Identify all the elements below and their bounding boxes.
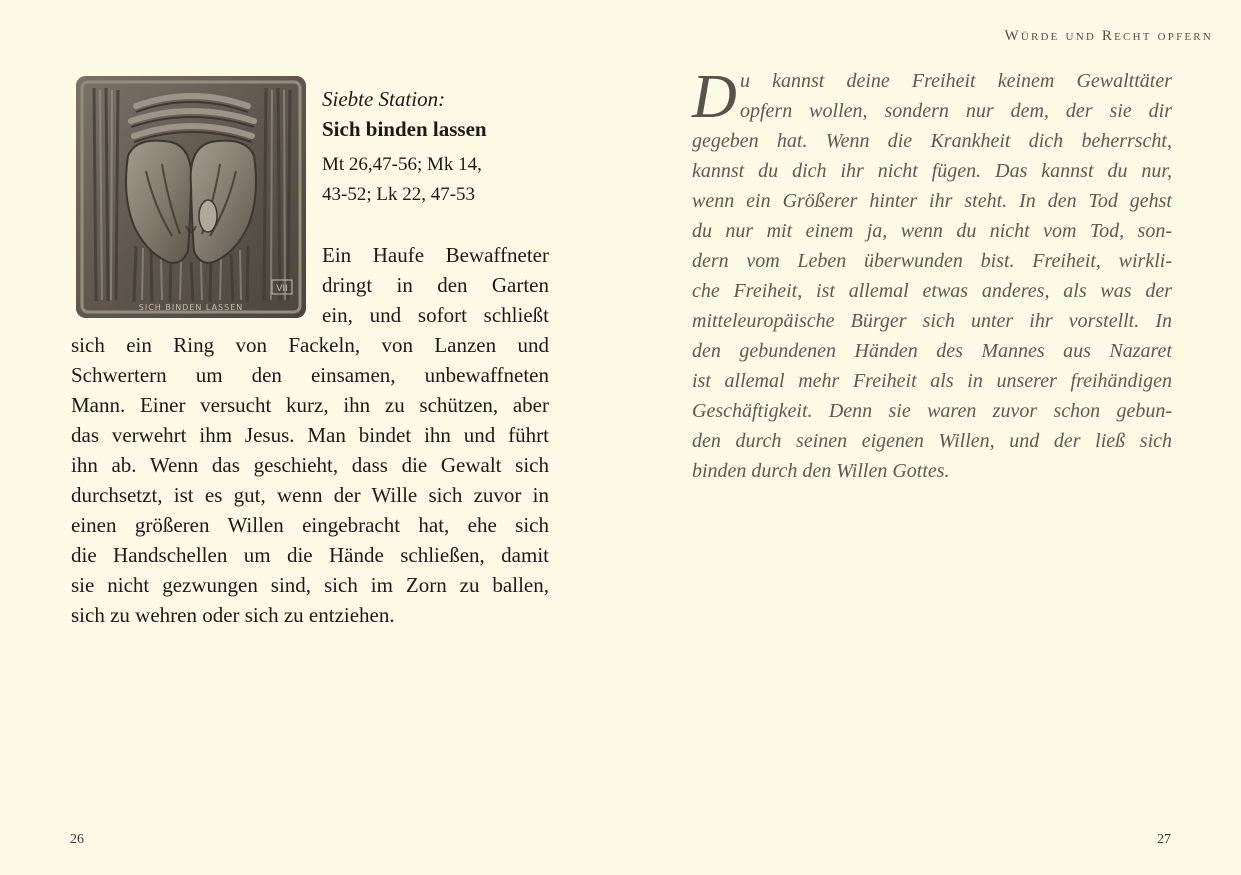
text-line: Mann. Einer versucht kurz, ihn zu schützen, aber xyxy=(71,393,549,417)
text-line: opfern wollen, sondern nur dem, der sie dir xyxy=(740,100,1172,122)
text-line: ein, und sofort schließt xyxy=(322,303,549,327)
station-label: Siebte Station: xyxy=(322,87,446,111)
text-line: das verwehrt ihm Jesus. Man bindet ihn und führt xyxy=(71,423,549,447)
drop-cap: D xyxy=(692,63,737,131)
text-line: Geschäftigkeit. Denn sie waren zuvor schon gebun- xyxy=(692,400,1172,422)
page-number: 27 xyxy=(1157,832,1171,847)
text-line: dern vom Leben überwunden bist. Freiheit, wirkli- xyxy=(692,250,1172,272)
bound-hands-relief-illustration xyxy=(76,76,306,318)
text-line: die Handschellen um die Hände schließen, damit xyxy=(71,543,549,567)
text-line: dringt in den Garten xyxy=(322,273,549,297)
text-line: wenn ein Größerer hinter ihr steht. In den Tod gehst xyxy=(692,190,1172,212)
relief-image xyxy=(76,76,306,318)
text-line: ist allemal mehr Freiheit als in unserer freihändigen xyxy=(692,370,1172,392)
body-text xyxy=(71,330,549,630)
text-line: che Freiheit, ist allemal etwas anderes, als was der xyxy=(692,280,1172,302)
scripture-line: Mt 26,47-56; Mk 14, xyxy=(322,154,482,175)
scripture-line: 43-52; Lk 22, 47-53 xyxy=(322,184,476,205)
body-text-wrapped xyxy=(322,240,549,330)
text-line: den gebundenen Händen des Mannes aus Nazaret xyxy=(692,340,1172,362)
page-number: 26 xyxy=(70,832,84,847)
text-line: mitteleuropäische Bürger sich unter ihr vorstellt. In xyxy=(692,310,1172,332)
text-line: den durch seinen eigenen Willen, und der ließ sich xyxy=(692,430,1172,452)
relief-numeral: VII xyxy=(276,284,288,294)
text-line: sie nicht gezwungen sind, sich im Zorn zu ballen, xyxy=(71,573,549,597)
text-line: binden durch den Willen Gottes. xyxy=(692,460,950,482)
text-line: einen größeren Willen eingebracht hat, ehe sich xyxy=(71,513,549,537)
text-line: du nur mit einem ja, wenn du nicht vom Tod, son- xyxy=(692,220,1172,242)
text-line: gegeben hat. Wenn die Krankheit dich beherrscht, xyxy=(692,130,1172,152)
text-line: sich ein Ring von Fackeln, von Lanzen und xyxy=(71,333,549,357)
station-title: Sich binden lassen xyxy=(322,117,487,141)
relief-inscription: SICH BINDEN LASSEN xyxy=(138,303,244,312)
scripture-reference xyxy=(322,150,562,210)
text-line: sich zu wehren oder sich zu entziehen. xyxy=(71,603,395,627)
text-line: kannst du dich ihr nicht fügen. Das kannst du nur, xyxy=(692,160,1172,182)
text-line: u kannst deine Freiheit keinem Gewalttäter xyxy=(740,70,1172,92)
station-heading xyxy=(322,84,562,210)
text-line: Schwertern um den einsamen, unbewaffneten xyxy=(71,363,549,387)
meditation-text xyxy=(692,63,1172,486)
text-line: Ein Haufe Bewaffneter xyxy=(322,243,549,267)
text-line: durchsetzt, ist es gut, wenn der Wille sich zuvor in xyxy=(71,483,549,507)
left-page xyxy=(0,0,620,875)
running-head: Würde und Recht opfern xyxy=(1004,28,1213,44)
text-line: ihn ab. Wenn das geschieht, dass die Gewalt sich xyxy=(71,453,549,477)
